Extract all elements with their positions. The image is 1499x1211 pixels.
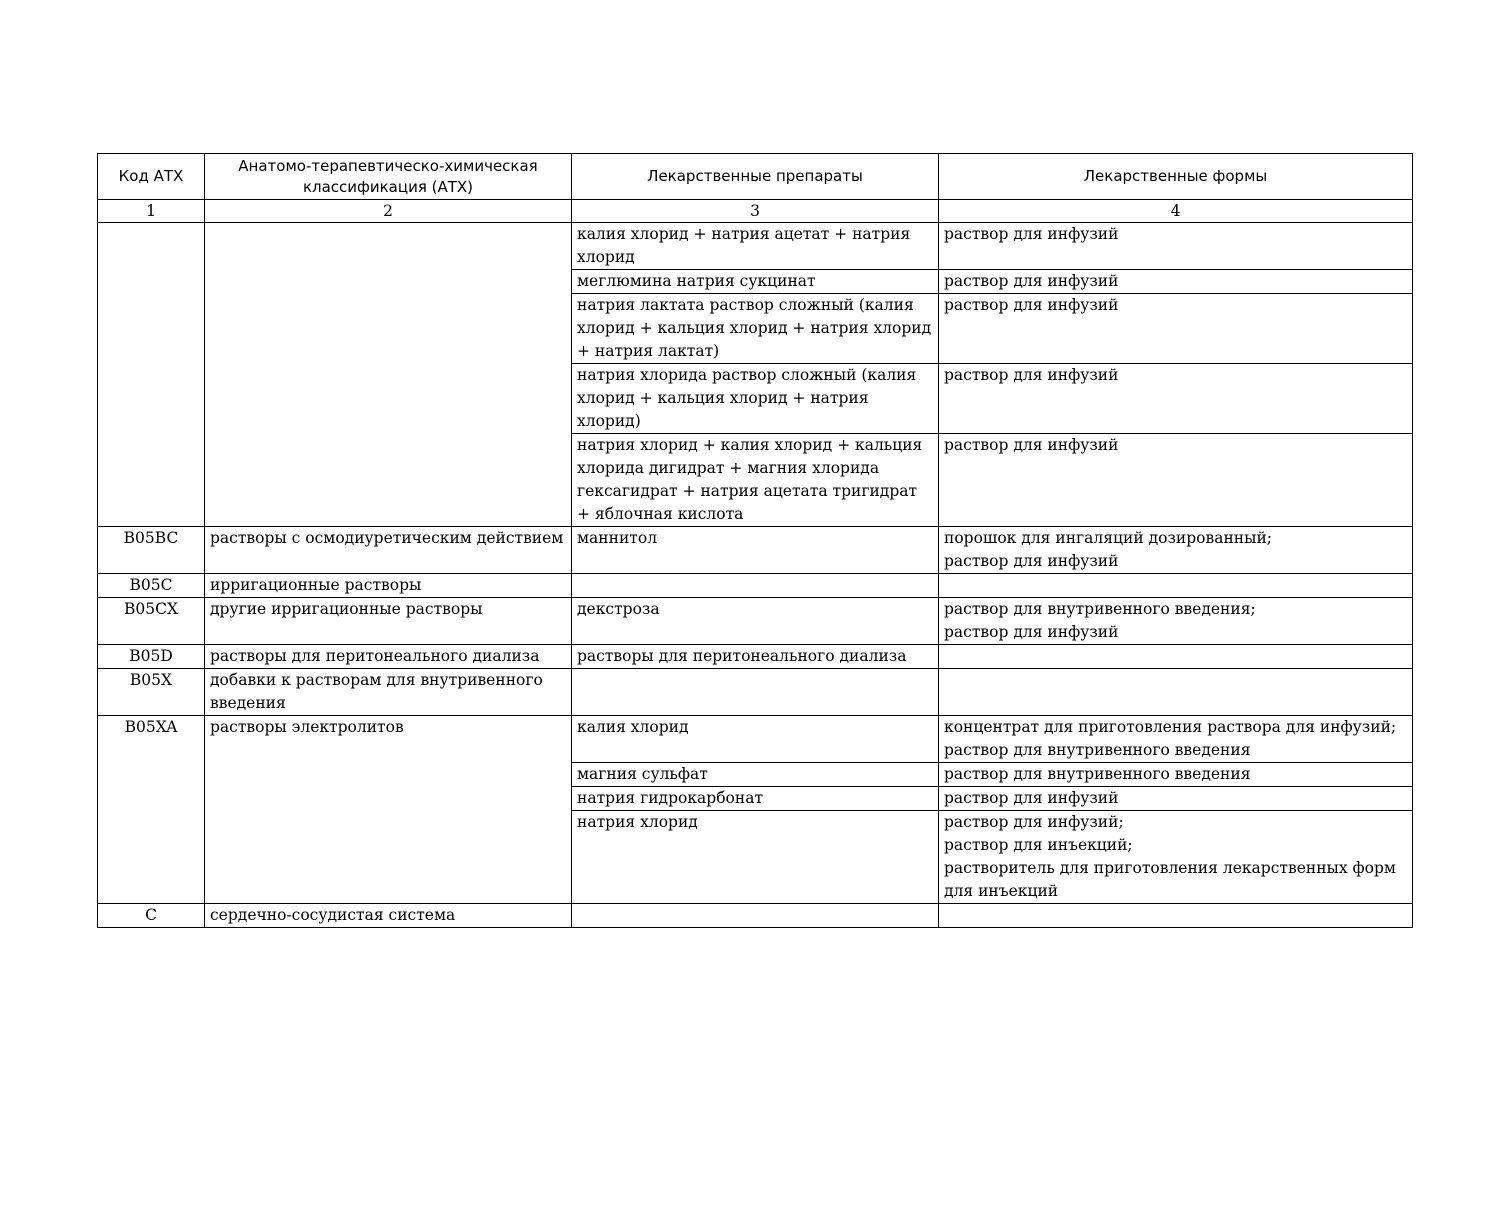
column-number: 1 xyxy=(98,200,205,223)
table-row xyxy=(98,716,1413,763)
table-row xyxy=(98,598,1413,645)
drug-cell: меглюмина натрия сукцинат xyxy=(572,270,939,294)
table-row xyxy=(98,223,1413,270)
classification-cell: растворы для перитонеального диализа xyxy=(205,645,572,669)
classification-cell: сердечно-сосудистая система xyxy=(205,904,572,928)
form-cell: раствор для инфузий xyxy=(939,223,1413,270)
drug-cell: натрия хлорид xyxy=(572,811,939,904)
form-line: раствор для внутривенного введения; xyxy=(944,600,1256,618)
table-header-row xyxy=(98,154,1413,200)
form-cell: раствор для инфузий xyxy=(939,434,1413,527)
drug-cell: декстроза xyxy=(572,598,939,645)
classification-cell: растворы электролитов xyxy=(205,716,572,904)
form-cell xyxy=(939,904,1413,928)
drug-cell: магния сульфат xyxy=(572,763,939,787)
form-cell: раствор для инфузий xyxy=(939,364,1413,434)
form-line: раствор для инъекций; xyxy=(944,836,1133,854)
drug-cell xyxy=(572,669,939,716)
column-number: 2 xyxy=(205,200,572,223)
header-classification: Анатомо-терапевтическо-химическая классификация (АТХ) xyxy=(205,154,572,200)
drug-cell: натрия хлорид + калия хлорид + кальция хлорида дигидрат + магния хлорида гексагидрат + натрия ацетата тригидрат + яблочная кислота xyxy=(572,434,939,527)
form-line: концентрат для приготовления раствора для инфузий; xyxy=(944,718,1397,736)
form-cell xyxy=(939,669,1413,716)
code-cell xyxy=(98,223,205,527)
form-cell xyxy=(939,645,1413,669)
classification-cell: другие ирригационные растворы xyxy=(205,598,572,645)
code-cell: B05X xyxy=(98,669,205,716)
drug-cell: калия хлорид xyxy=(572,716,939,763)
drug-cell xyxy=(572,904,939,928)
drug-cell xyxy=(572,574,939,598)
form-cell: раствор для инфузий xyxy=(939,270,1413,294)
code-cell: B05CX xyxy=(98,598,205,645)
atc-drug-table xyxy=(97,153,1413,928)
classification-cell xyxy=(205,223,572,527)
code-cell: B05BC xyxy=(98,527,205,574)
form-line: раствор для инфузий xyxy=(944,552,1119,570)
header-code: Код АТХ xyxy=(98,154,205,200)
column-number: 4 xyxy=(939,200,1413,223)
drug-cell: растворы для перитонеального диализа xyxy=(572,645,939,669)
form-cell xyxy=(939,598,1413,645)
table-row xyxy=(98,904,1413,928)
drug-cell: натрия лактата раствор сложный (калия хлорид + кальция хлорид + натрия хлорид + натрия лактат) xyxy=(572,294,939,364)
form-line: раствор для инфузий xyxy=(944,623,1119,641)
drug-cell: маннитол xyxy=(572,527,939,574)
classification-cell: ирригационные растворы xyxy=(205,574,572,598)
column-number: 3 xyxy=(572,200,939,223)
form-line: раствор для внутривенного введения xyxy=(944,741,1251,759)
drug-cell: калия хлорид + натрия ацетат + натрия хлорид xyxy=(572,223,939,270)
drug-cell: натрия гидрокарбонат xyxy=(572,787,939,811)
classification-cell: растворы с осмодиуретическим действием xyxy=(205,527,572,574)
table-row xyxy=(98,645,1413,669)
code-cell: B05XA xyxy=(98,716,205,904)
form-cell: раствор для инфузий xyxy=(939,787,1413,811)
classification-cell: добавки к растворам для внутривенного введения xyxy=(205,669,572,716)
code-cell: B05C xyxy=(98,574,205,598)
code-cell: C xyxy=(98,904,205,928)
form-line: раствор для инфузий; xyxy=(944,813,1124,831)
form-cell xyxy=(939,527,1413,574)
table-row xyxy=(98,574,1413,598)
form-cell: раствор для инфузий xyxy=(939,294,1413,364)
drug-cell: натрия хлорида раствор сложный (калия хлорид + кальция хлорид + натрия хлорид) xyxy=(572,364,939,434)
table-row xyxy=(98,527,1413,574)
column-number-row xyxy=(98,200,1413,223)
form-cell xyxy=(939,716,1413,763)
form-line: порошок для ингаляций дозированный; xyxy=(944,529,1273,547)
code-cell: B05D xyxy=(98,645,205,669)
form-cell: раствор для внутривенного введения xyxy=(939,763,1413,787)
form-line: растворитель для приготовления лекарственных форм для инъекций xyxy=(944,859,1396,900)
table-row xyxy=(98,669,1413,716)
header-drugs: Лекарственные препараты xyxy=(572,154,939,200)
header-forms: Лекарственные формы xyxy=(939,154,1413,200)
form-cell xyxy=(939,811,1413,904)
form-cell xyxy=(939,574,1413,598)
